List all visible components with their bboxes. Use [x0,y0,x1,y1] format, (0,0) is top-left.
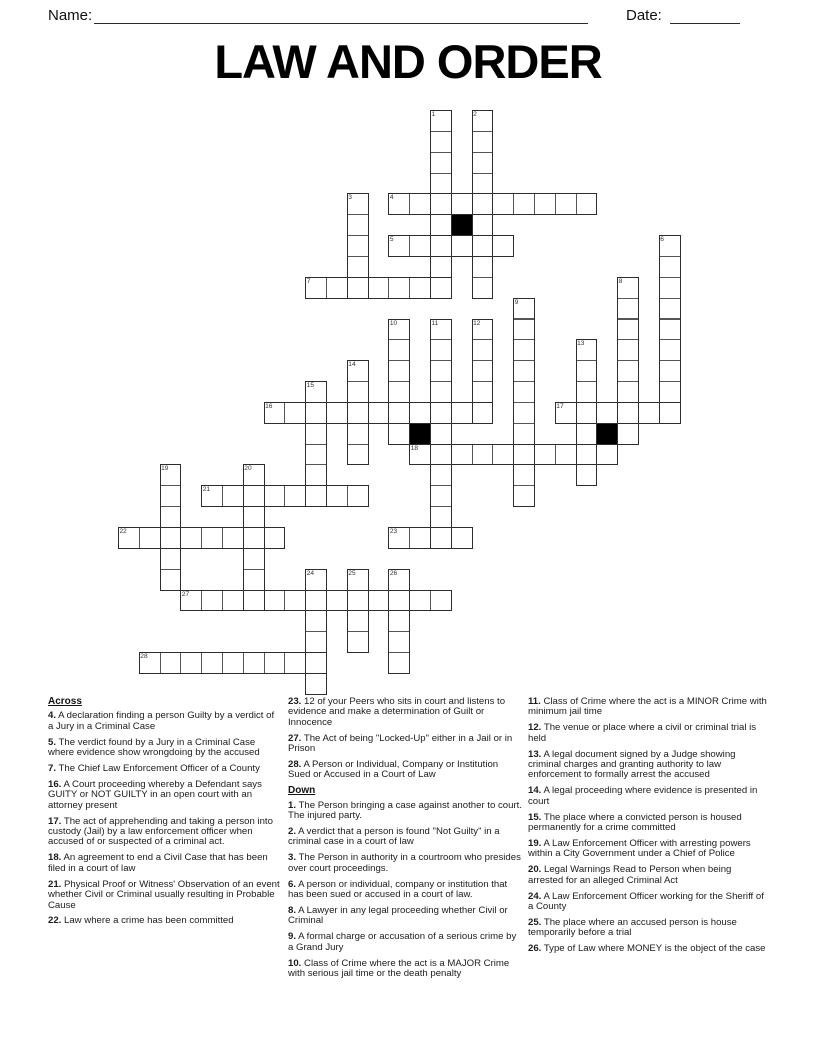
grid-cell[interactable] [472,381,494,403]
grid-cell[interactable] [368,402,390,424]
grid-cell[interactable] [160,652,182,674]
grid-cell[interactable] [409,235,431,257]
grid-cell[interactable] [472,339,494,361]
clue-item: 9. A formal charge or accusation of a serious crime by a Grand Jury [288,931,517,953]
grid-cell[interactable] [430,193,452,215]
clue-item: 20. Legal Warnings Read to Person when being arrested for an alleged Criminal Act [528,864,732,886]
grid-cell[interactable] [492,444,514,466]
grid-cell[interactable] [617,423,639,445]
clue-item: 6. A person or individual, company or institution that has been sued or accused in a court of law. [288,878,508,901]
clue-item: 25. The place where an accused person is house temporarily before a trial [528,916,737,939]
grid-cell[interactable] [347,277,369,299]
cell-number: 26 [389,569,398,577]
cell-number: 28 [140,653,148,661]
clue-number: 18. [48,852,62,864]
date-label: Date: [626,7,662,24]
grid-cell[interactable] [534,444,556,466]
grid-cell[interactable] [201,590,223,612]
name-input-line[interactable] [94,7,588,24]
grid-cell[interactable] [430,423,452,445]
grid-cell[interactable] [659,298,681,320]
grid-cell[interactable] [409,402,431,424]
grid-cell[interactable] [222,590,244,612]
grid-cell[interactable] [638,402,660,424]
clue-number: 12. [528,722,542,734]
clue-number: 2. [288,826,297,838]
cell-number: 11 [431,319,439,327]
cell-number: 13 [577,340,585,348]
grid-cell[interactable] [513,339,535,361]
grid-cell[interactable] [305,590,327,612]
grid-cell[interactable] [347,423,369,445]
grid-cell[interactable] [617,319,639,341]
grid-cell[interactable] [305,673,327,695]
clues-column-middle [288,697,522,985]
black-cell [596,423,618,445]
black-cell [451,214,473,236]
grid-cell[interactable] [472,444,494,466]
grid-cell[interactable] [180,527,202,549]
clue-number: 6. [288,878,297,890]
clue-number: 7. [48,763,57,775]
clues-column-across [48,697,282,932]
cell-number: 12 [473,319,481,327]
grid-cell[interactable] [430,506,452,528]
grid-cell[interactable] [576,423,598,445]
grid-cell[interactable] [576,360,598,382]
clue-number: 21. [48,878,62,890]
clue-item: 11. Class of Crime where the act is a MINOR Crime with minimum jail time [528,696,767,718]
grid-cell[interactable] [388,381,410,403]
grid-cell[interactable] [160,527,182,549]
grid-cell[interactable] [409,527,431,549]
grid-cell[interactable] [451,527,473,549]
grid-cell[interactable] [388,277,410,299]
grid-cell[interactable] [243,652,265,674]
grid-cell[interactable] [139,527,161,549]
name-label: Name: [48,7,93,24]
grid-cell[interactable] [513,360,535,382]
clue-item: 8. A Lawyer in any legal proceeding whether Civil or Criminal [288,905,508,927]
grid-cell[interactable] [659,360,681,382]
grid-cell[interactable] [430,235,452,257]
clue-number: 24. [528,890,542,902]
grid-cell[interactable] [347,214,369,236]
grid-cell[interactable] [534,193,556,215]
cell-number: 21 [202,486,211,494]
grid-cell[interactable] [576,402,598,424]
grid-cell[interactable] [284,402,306,424]
grid-cell[interactable] [409,590,431,612]
clue-item: 15. The place where a convicted person is housed permanently for a crime committed [528,811,742,834]
clue-item: 2. A verdict that a person is found "Not Guilty" in a criminal case in a court of law [288,826,500,848]
grid-cell[interactable] [576,381,598,403]
grid-cell[interactable] [430,173,452,195]
clue-item: 7. The Chief Law Enforcement Officer of a County [48,763,260,775]
grid-cell[interactable] [451,193,473,215]
grid-cell[interactable] [472,277,494,299]
grid-cell[interactable] [451,235,473,257]
grid-cell[interactable] [430,485,452,507]
grid-cell[interactable] [472,402,494,424]
clues-column-down [528,697,768,960]
grid-cell[interactable] [388,610,410,632]
grid-cell[interactable] [492,235,514,257]
grid-cell[interactable] [513,485,535,507]
grid-cell[interactable] [201,652,223,674]
grid-cell[interactable] [180,652,202,674]
grid-cell[interactable] [326,402,348,424]
cell-number: 3 [348,194,352,202]
clue-number: 9. [288,931,297,943]
grid-cell[interactable] [368,277,390,299]
grid-cell[interactable] [659,339,681,361]
clue-item: 5. The verdict found by a Jury in a Criminal Case where evidence show wrongdoing by the accused [48,736,260,759]
clue-number: 23. [288,696,302,707]
grid-cell[interactable] [617,402,639,424]
across-header: Across [48,696,82,707]
grid-cell[interactable] [264,485,286,507]
grid-cell[interactable] [347,381,369,403]
grid-cell[interactable] [368,590,390,612]
grid-cell[interactable] [284,590,306,612]
clue-number: 19. [528,837,542,849]
clue-item: 10. Class of Crime where the act is a MAJOR Crime with serious jail time or the death penalty [288,957,510,980]
clue-number: 14. [528,785,542,797]
page-title: LAW AND ORDER [214,35,602,88]
grid-cell[interactable] [472,235,494,257]
cell-number: 2 [473,111,477,118]
cell-number: 18 [410,444,419,452]
grid-cell[interactable] [617,381,639,403]
grid-cell[interactable] [160,548,182,570]
grid-cell[interactable] [243,485,265,507]
grid-cell[interactable] [409,277,431,299]
grid-cell[interactable] [472,214,494,236]
grid-cell[interactable] [305,631,327,653]
grid-cell[interactable] [222,652,244,674]
clue-number: 1. [288,799,297,811]
cell-number: 7 [306,277,311,285]
grid-cell[interactable] [451,402,473,424]
grid-cell[interactable] [284,485,306,507]
grid-cell[interactable] [492,193,514,215]
down-header: Down [288,785,316,797]
grid-cell[interactable] [347,235,369,257]
grid-cell[interactable] [430,527,452,549]
grid-cell[interactable] [243,590,265,612]
clue-item: 22. Law where a crime has been committed [48,915,234,927]
clue-item: 14. A legal proceeding where evidence is presented in court [528,785,758,807]
grid-cell[interactable] [347,256,369,278]
grid-cell[interactable] [472,131,494,153]
grid-cell[interactable] [347,402,369,424]
grid-cell[interactable] [388,631,410,653]
grid-cell[interactable] [659,256,681,278]
grid-cell[interactable] [430,381,452,403]
grid-cell[interactable] [160,569,182,591]
grid-cell[interactable] [160,506,182,528]
clue-item: 1. The Person bringing a case against another to court. The injured party. [288,799,522,822]
clue-number: 5. [48,736,57,748]
cell-number: 20 [244,465,252,473]
grid-cell[interactable] [576,464,598,486]
grid-cell[interactable] [388,360,410,382]
grid-cell[interactable] [347,444,369,466]
clue-number: 26. [528,943,542,955]
clue-number: 16. [48,778,62,790]
grid-cell[interactable] [388,402,410,424]
grid-cell[interactable] [430,214,452,236]
grid-cell[interactable] [201,527,223,549]
grid-cell[interactable] [326,590,348,612]
grid-cell[interactable] [513,402,535,424]
clue-item: 18. An agreement to end a Civil Case that has been filed in a court of law [48,852,268,874]
clue-item: 3. The Person in authority in a courtroom who presides over court proceedings. [288,852,521,874]
clue-number: 3. [288,852,297,864]
grid-cell[interactable] [264,590,286,612]
grid-cell[interactable] [596,444,618,466]
clue-item: 26. Type of Law where MONEY is the object of the case [528,943,766,955]
grid-cell[interactable] [243,569,265,591]
grid-cell[interactable] [430,360,452,382]
grid-cell[interactable] [305,402,327,424]
clue-number: 17. [48,815,62,827]
grid-cell[interactable] [430,444,452,466]
cell-number: 15 [306,382,315,390]
black-cell [409,423,431,445]
grid-cell[interactable] [576,444,598,466]
grid-cell[interactable] [305,652,327,674]
grid-cell[interactable] [659,381,681,403]
grid-cell[interactable] [513,381,535,403]
clue-item: 23. 12 of your Peers who sits in court and listens to evidence and make a determination of Guilt or Innocence [288,696,506,728]
cell-number: 6 [660,236,664,244]
grid-cell[interactable] [388,339,410,361]
grid-cell[interactable] [513,319,535,341]
cell-number: 22 [119,528,127,535]
grid-cell[interactable] [617,360,639,382]
date-input-line[interactable] [670,7,740,24]
clue-number: 28. [288,759,302,771]
cell-number: 14 [348,361,356,369]
clue-number: 27. [288,732,302,744]
grid-cell[interactable] [326,277,348,299]
grid-cell[interactable] [555,444,577,466]
grid-cell[interactable] [659,277,681,299]
clue-item: 13. A legal document signed by a Judge showing criminal charges and granting authority to law enforcement to formally arrest the accused [528,748,736,781]
grid-cell[interactable] [617,298,639,320]
clue-item: 21. Physical Proof or Witness' Observation of an event whether Civil or Criminal usually resulting in Probable Cause [48,878,280,911]
grid-cell[interactable] [472,152,494,174]
grid-cell[interactable] [347,590,369,612]
grid-cell[interactable] [472,256,494,278]
grid-cell[interactable] [513,444,535,466]
grid-cell[interactable] [576,193,598,215]
grid-cell[interactable] [264,652,286,674]
cell-number: 8 [618,277,623,285]
grid-cell[interactable] [430,402,452,424]
grid-cell[interactable] [513,423,535,445]
grid-cell[interactable] [513,193,535,215]
grid-cell[interactable] [472,360,494,382]
grid-cell[interactable] [347,631,369,653]
cell-number: 19 [161,465,169,473]
clue-number: 15. [528,811,542,823]
grid-cell[interactable] [284,652,306,674]
clue-item: 4. A declaration finding a person Guilty by a verdict of a Jury in a Criminal Case [48,710,275,732]
clue-number: 13. [528,748,542,760]
grid-cell[interactable] [430,256,452,278]
grid-cell[interactable] [326,485,348,507]
grid-cell[interactable] [388,423,410,445]
cell-number: 24 [306,569,315,577]
grid-cell[interactable] [617,339,639,361]
grid-cell[interactable] [222,485,244,507]
grid-cell[interactable] [430,464,452,486]
grid-cell[interactable] [596,402,618,424]
clue-number: 4. [48,710,57,722]
grid-cell[interactable] [430,339,452,361]
cell-number: 9 [514,298,519,306]
grid-cell[interactable] [222,527,244,549]
grid-cell[interactable] [451,444,473,466]
clue-number: 11. [528,696,541,707]
grid-cell[interactable] [347,610,369,632]
grid-cell[interactable] [305,610,327,632]
cell-number: 10 [389,319,398,327]
cell-number: 23 [389,528,398,535]
clue-number: 8. [288,905,297,916]
grid-cell[interactable] [243,548,265,570]
grid-cell[interactable] [430,131,452,153]
clue-item: 19. A Law Enforcement Officer with arresting powers within a City Government under a Chief of Police [528,837,751,860]
grid-cell[interactable] [472,193,494,215]
grid-cell[interactable] [555,193,577,215]
clue-number: 20. [528,864,542,876]
grid-cell[interactable] [472,173,494,195]
grid-cell[interactable] [243,506,265,528]
grid-cell[interactable] [659,319,681,341]
clue-number: 25. [528,916,542,928]
cell-number: 5 [389,236,394,244]
grid-cell[interactable] [305,444,327,466]
cell-number: 25 [348,569,356,577]
grid-cell[interactable] [388,652,410,674]
cell-number: 16 [265,402,273,410]
clue-item: 12. The venue or place where a civil or criminal trial is held [528,722,757,744]
grid-cell[interactable] [305,464,327,486]
clue-number: 10. [288,957,302,969]
grid-cell[interactable] [409,193,431,215]
clue-item: 24. A Law Enforcement Officer working for the Sheriff of a County [528,890,764,912]
cell-number: 4 [389,194,394,202]
crossword-grid [118,110,680,694]
grid-cell[interactable] [264,527,286,549]
cell-number: 1 [431,111,436,118]
clue-number: 22. [48,915,62,927]
grid-cell[interactable] [305,485,327,507]
clue-item: 28. A Person or Individual, Company or Institution Sued or Accused in a Court of Law [288,759,499,781]
grid-cell[interactable] [243,527,265,549]
grid-cell[interactable] [430,277,452,299]
grid-cell[interactable] [430,590,452,612]
clue-item: 17. The act of apprehending and taking a person into custody (Jail) by a law enforcement officer when accused of or suspected of a criminal act. [48,815,273,848]
grid-cell[interactable] [513,464,535,486]
grid-cell[interactable] [430,152,452,174]
clue-item: 16. A Court proceeding whereby a Defendant says GUITY or NOT GUILTY in an open court with an attorney present [48,778,262,811]
grid-cell[interactable] [388,590,410,612]
cell-number: 17 [556,402,564,410]
grid-cell[interactable] [160,485,182,507]
grid-cell[interactable] [347,485,369,507]
cell-number: 27 [181,590,190,598]
clue-item: 27. The Act of being "Locked-Up" either in a Jail or in Prison [288,732,513,755]
grid-cell[interactable] [659,402,681,424]
grid-cell[interactable] [305,423,327,445]
